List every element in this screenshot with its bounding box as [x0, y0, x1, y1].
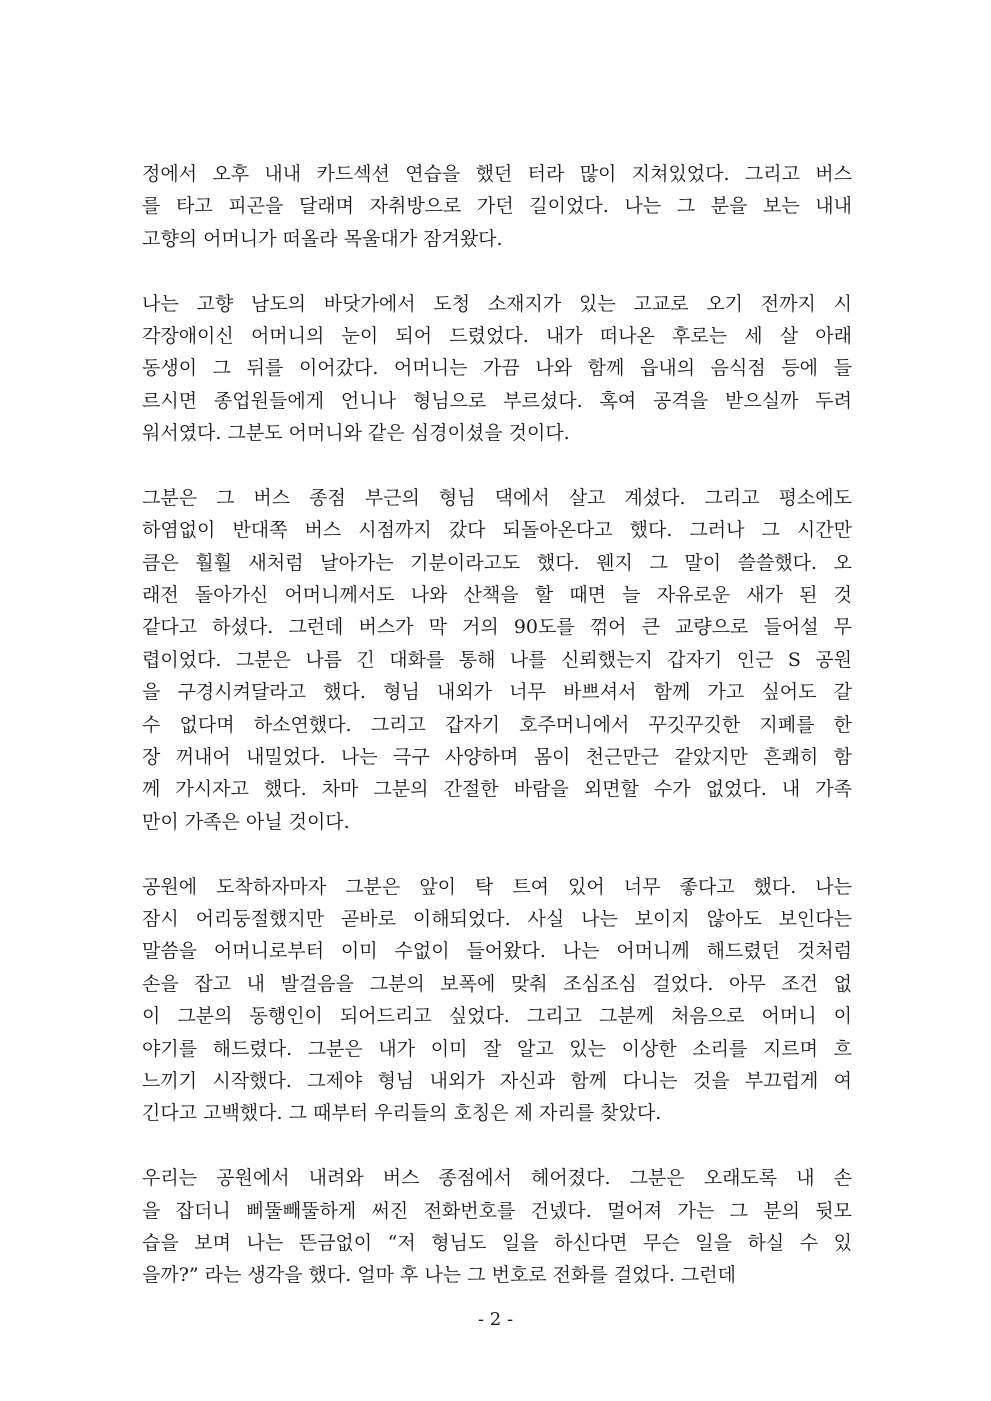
paragraph-line: 수 없다며 하소연했다. 그리고 갑자기 호주머니에서 꾸깃꾸깃한 지폐를 한: [142, 713, 852, 736]
paragraph-line: 를 타고 피곤을 달래며 자취방으로 가던 길이었다. 나는 그 분을 보는 내내: [142, 195, 852, 218]
paragraph-line: 장 꺼내어 내밀었다. 나는 극구 사양하며 몸이 천근만근 같았지만 흔쾌히 함: [142, 746, 852, 769]
document-body: [142, 158, 852, 1292]
paragraph-line: 긴다고 고백했다. 그 때부터 우리들의 호칭은 제 자리를 찾았다.: [142, 1102, 662, 1125]
paragraph-line: 고향의 어머니가 떠올라 목울대가 잠겨왔다.: [142, 227, 503, 250]
paragraph-line: 잠시 어리둥절했지만 곧바로 이해되었다. 사실 나는 보이지 않아도 보인다는: [142, 907, 852, 930]
paragraph-line: 르시면 종업원들에게 언니나 형님으로 부르셨다. 혹여 공격을 받으실까 두려: [142, 389, 852, 412]
paragraph-spacer: [142, 255, 852, 287]
paragraph-line: 이 그분의 동행인이 되어드리고 싶었다. 그리고 그분께 처음으로 어머니 이: [142, 1005, 852, 1028]
paragraph-line: 정에서 오후 내내 카드섹션 연습을 했던 터라 많이 지쳐있었다. 그리고 버스: [142, 163, 852, 185]
paragraph-line: 워서였다. 그분도 어머니와 같은 심경이셨을 것이다.: [142, 422, 570, 445]
paragraph-spacer: [142, 838, 852, 870]
paragraph-line: 을 잡더니 삐뚤빼뚤하게 써진 전화번호를 건넸다. 멀어져 가는 그 분의 뒷모: [142, 1199, 852, 1222]
paragraph-line: 께 가시자고 했다. 차마 그분의 간절한 바람을 외면할 수가 없었다. 내 가족: [142, 778, 852, 801]
paragraph-line: 동생이 그 뒤를 이어갔다. 어머니는 가끔 나와 함께 읍내의 음식점 등에 들: [142, 357, 852, 380]
paragraph-line: 하염없이 반대쪽 버스 시점까지 갔다 되돌아온다고 했다. 그러나 그 시간만: [142, 519, 852, 542]
paragraph-line: 을까?” 라는 생각을 했다. 얼마 후 나는 그 번호로 전화를 걸었다. 그런데: [142, 1264, 736, 1287]
paragraph-line: 야기를 해드렸다. 그분은 내가 이미 잘 알고 있는 이상한 소리를 지르며 흐: [142, 1037, 852, 1060]
paragraph-line: 그분은 그 버스 종점 부근의 형님 댁에서 살고 계셨다. 그리고 평소에도: [142, 486, 852, 509]
paragraph-line: 각장애이신 어머니의 눈이 되어 드렸었다. 내가 떠나온 후로는 세 살 아래: [142, 324, 852, 347]
paragraph-line: 만이 가족은 아닐 것이다.: [142, 810, 350, 833]
paragraph-line: 말씀을 어머니로부터 이미 수없이 들어왔다. 나는 어머니께 해드렸던 것처럼: [142, 940, 852, 963]
paragraph-line: 래전 돌아가신 어머니께서도 나와 산책을 할 때면 늘 자유로운 새가 된 것: [142, 584, 852, 607]
paragraph-line: 우리는 공원에서 내려와 버스 종점에서 헤어졌다. 그분은 오래도록 내 손: [142, 1167, 852, 1190]
paragraph-line: 느끼기 시작했다. 그제야 형님 내외가 자신과 함께 다니는 것을 부끄럽게 여: [142, 1069, 852, 1092]
paragraph-line: 같다고 하셨다. 그런데 버스가 막 거의 90도를 꺾어 큰 교량으로 들어설 무: [142, 616, 852, 639]
paragraph-line: 을 구경시켜달라고 했다. 형님 내외가 너무 바쁘셔서 함께 가고 싶어도 갈: [142, 681, 852, 704]
paragraph-line: 습을 보며 나는 뜬금없이 “저 형님도 일을 하신다면 무슨 일을 하실 수 있: [142, 1231, 852, 1254]
paragraph-line: 큼은 훨훨 새처럼 날아가는 기분이라고도 했다. 웬지 그 말이 쓸쓸했다. 오: [142, 551, 852, 574]
paragraph-spacer: [142, 450, 852, 482]
paragraph-line: 손을 잡고 내 발걸음을 그분의 보폭에 맞춰 조심조심 걸었다. 아무 조건 없: [142, 972, 852, 995]
paragraph-line: 렵이었다. 그분은 나름 긴 대화를 통해 나를 신뢰했는지 갑자기 인근 S 공원: [142, 648, 852, 671]
paragraph-line: 공원에 도착하자마자 그분은 앞이 탁 트여 있어 너무 좋다고 했다. 나는: [142, 875, 852, 898]
paragraph-spacer: [142, 1130, 852, 1162]
page-number: - 2 -: [477, 1309, 514, 1330]
paragraph-line: 나는 고향 남도의 바닷가에서 도청 소재지가 있는 고교로 오기 전까지 시: [142, 292, 852, 315]
